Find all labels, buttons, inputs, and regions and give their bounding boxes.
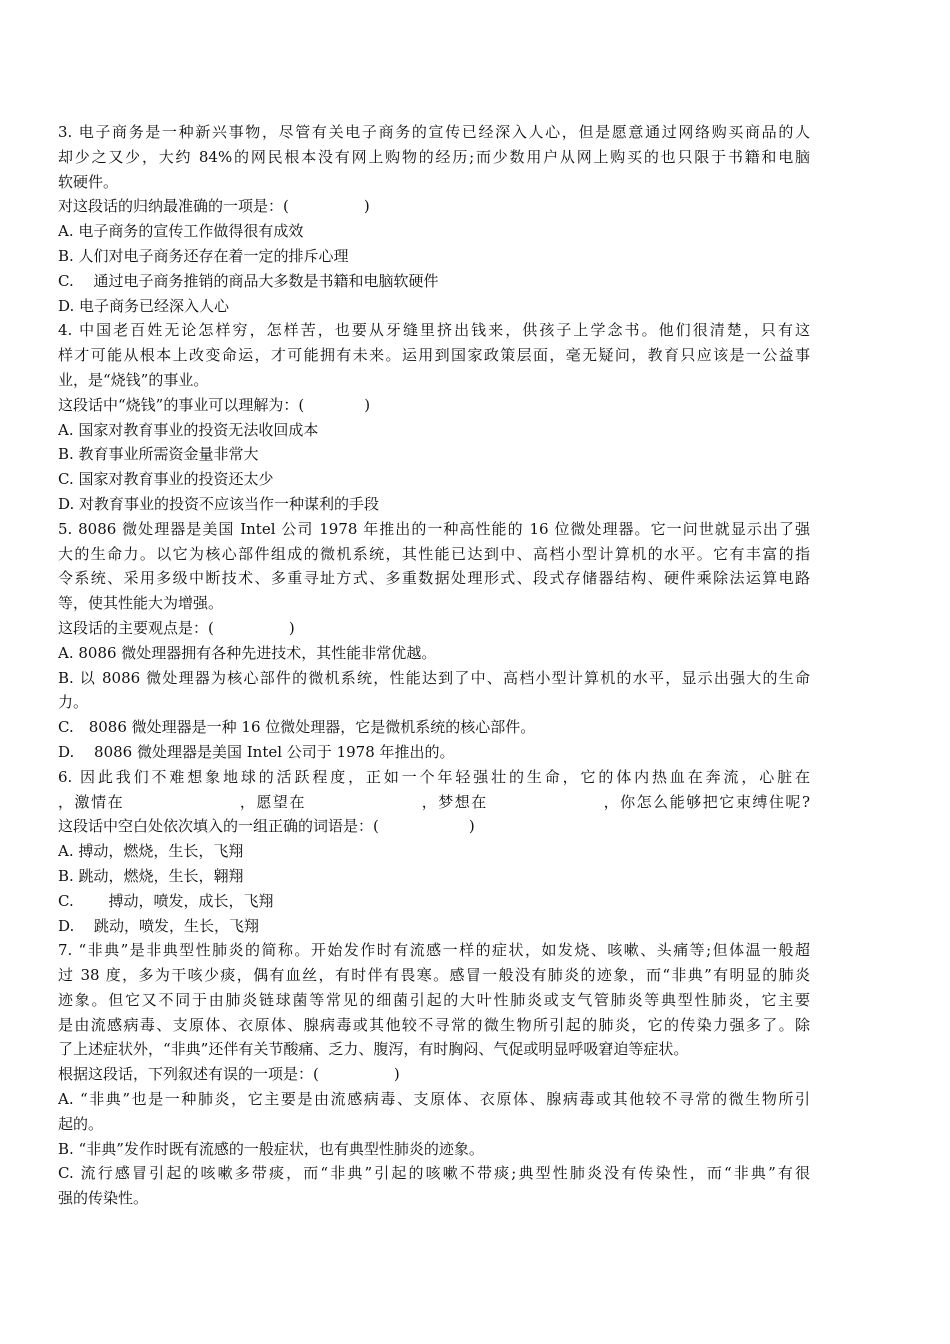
- text-line: 是由流感病毒、支原体、衣原体、腺病毒或其他较不寻常的微生物所引起的肺炎，它的传染力强多了。除: [58, 1015, 810, 1034]
- text-line: A. 8086 微处理器拥有各种先进技术，其性能非常优越。: [58, 643, 437, 662]
- text-line: C. 流行感冒引起的咳嗽多带痰，而“非典”引起的咳嗽不带痰;典型性肺炎没有传染性，而“非典”有很: [58, 1164, 810, 1183]
- text-line: 7. “非典”是非典型性肺炎的简称。开始发作时有流感一样的症状，如发烧、咳嗽、头痛等;但体温一般超: [58, 941, 810, 960]
- text-line: A. 电子商务的宣传工作做得很有成效: [58, 222, 304, 241]
- text-line: 这段话的主要观点是：( ): [58, 618, 295, 637]
- text-line: C. 国家对教育事业的投资还太少: [58, 470, 274, 489]
- text-line: D. 8086 微处理器是美国 Intel 公司于 1978 年推出的。: [58, 742, 455, 761]
- text-line: 5. 8086 微处理器是美国 Intel 公司 1978 年推出的一种高性能的 16 位微处理器。它一问世就显示出了强: [58, 519, 810, 538]
- text-line: B. 人们对电子商务还存在着一定的排斥心理: [58, 246, 349, 265]
- text-line: 4. 中国老百姓无论怎样穷，怎样苦，也要从牙缝里挤出钱来，供孩子上学念书。他们很清楚，只有这: [58, 321, 810, 340]
- text-line: 根据这段话，下列叙述有误的一项是：( ): [58, 1065, 400, 1084]
- text-line: 迹象。但它又不同于由肺炎链球菌等常见的细菌引起的大叶性肺炎或支气管肺炎等典型性肺炎，它主要: [58, 990, 810, 1009]
- text-line: 了上述症状外，“非典”还伴有关节酸痛、乏力、腹泻，有时胸闷、气促或明显呼吸窘迫等症状。: [58, 1040, 689, 1059]
- text-line: A. 搏动，燃烧，生长，飞翔: [58, 842, 244, 861]
- text-line: B. 以 8086 微处理器为核心部件的微机系统，性能达到了中、高档小型计算机的水平，显示出强大的生命: [58, 668, 810, 687]
- text-line: 等，使其性能大为增强。: [58, 594, 224, 613]
- text-line: D. 跳动，喷发，生长，飞翔: [58, 916, 260, 935]
- text-line: 强的传染性。: [58, 1189, 149, 1208]
- text-line: 3. 电子商务是一种新兴事物，尽管有关电子商务的宣传已经深入人心，但是愿意通过网络购买商品的人: [58, 123, 810, 141]
- text-line: C. 通过电子商务推销的商品大多数是书籍和电脑软硬件: [58, 271, 439, 290]
- text-line: 过 38 度，多为干咳少痰，偶有血丝，有时伴有畏寒。感冒一般没有肺炎的迹象，而“非典”有明显的肺炎: [58, 966, 810, 985]
- text-line: 软硬件。: [58, 172, 119, 191]
- text-line: D. 电子商务已经深入人心: [58, 296, 230, 315]
- text-line: 这段话中“烧钱”的事业可以理解为：( ): [58, 395, 371, 414]
- document-body: [58, 120, 810, 1211]
- text-line: A. 国家对教育事业的投资无法收回成本: [58, 420, 319, 439]
- text-line: 令系统、采用多级中断技术、多重寻址方式、多重数据处理形式、段式存储器结构、硬件乘除法运算电路: [58, 569, 810, 588]
- text-line: 力。: [58, 693, 89, 712]
- text-line: 业，是“烧钱”的事业。: [58, 370, 209, 389]
- text-line: D. 对教育事业的投资不应该当作一种谋利的手段: [58, 494, 380, 513]
- text-line: B. 教育事业所需资金量非常大: [58, 445, 259, 464]
- text-line: 对这段话的归纳最准确的一项是：( ): [58, 197, 370, 216]
- text-line: 6. 因此我们不难想象地球的活跃程度，正如一个年轻强壮的生命，它的体内热血在奔流，心脏在: [58, 767, 810, 786]
- text-line: C. 搏动，喷发，成长，飞翔: [58, 891, 274, 910]
- text-line: 起的。: [58, 1114, 104, 1133]
- text-line: B. “非典”发作时既有流感的一般症状，也有典型性肺炎的迹象。: [58, 1139, 484, 1158]
- text-line: 大的生命力。以它为核心部件组成的微机系统，其性能已达到中、高档小型计算机的水平。它有丰富的指: [58, 544, 810, 563]
- text-line: C. 8086 微处理器是一种 16 位微处理器，它是微机系统的核心部件。: [58, 718, 536, 737]
- text-line: A. “非典”也是一种肺炎，它主要是由流感病毒、支原体、衣原体、腺病毒或其他较不寻常的微生物所引: [58, 1090, 810, 1109]
- text-line: 样才可能从根本上改变命运，才可能拥有未来。运用到国家政策层面，毫无疑问，教育只应该是一公益事: [58, 346, 810, 365]
- text-line: 却少之又少，大约 84%的网民根本没有网上购物的经历;而少数用户从网上购买的也只限于书籍和电脑: [58, 147, 810, 166]
- text-line: ，激情在 ，愿望在 ，梦想在 ，你怎么能够把它束缚住呢?: [58, 792, 810, 811]
- text-line: 这段话中空白处依次填入的一组正确的词语是：( ): [58, 817, 475, 836]
- text-line: B. 跳动，燃烧，生长，翱翔: [58, 866, 244, 885]
